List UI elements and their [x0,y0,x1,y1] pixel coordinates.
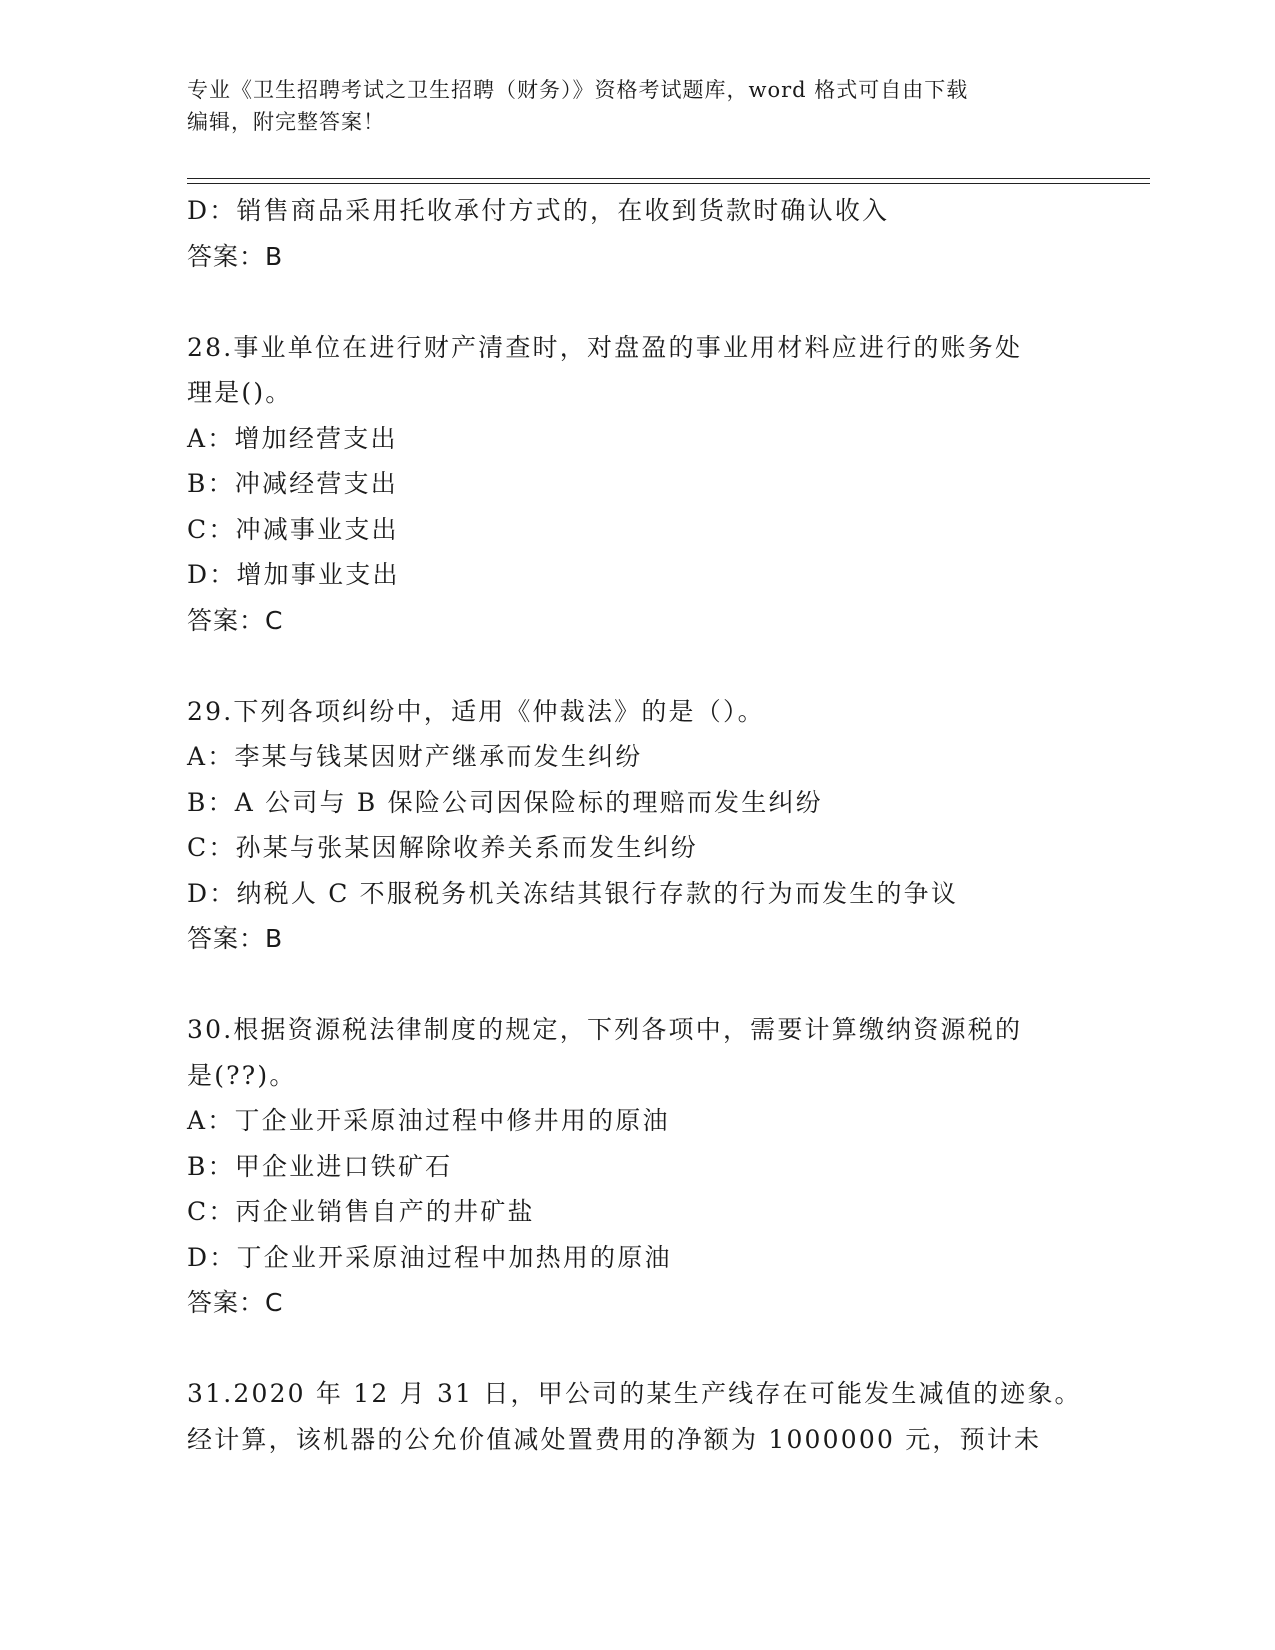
option-a: A：增加经营支出 [187,423,398,453]
question-stem-continued: 经计算，该机器的公允价值减处置费用的净额为 1000000 元，预计未 [187,1424,1042,1454]
option-c: C：丙企业销售自产的井矿盐 [187,1197,535,1226]
answer: 答案：C [187,1288,284,1317]
page-header [187,74,1077,138]
spacer [187,279,1087,325]
spacer [187,962,1087,1008]
option-a: A：李某与钱某因财产继承而发生纠纷 [187,742,643,771]
answer: 答案：C [187,605,284,635]
option-b: B：冲减经营支出 [187,469,398,498]
answer: 答案：B [187,241,284,271]
option-a: A：丁企业开采原油过程中修井用的原油 [187,1106,670,1135]
question-27-tail [187,188,1087,279]
header-line-1: 专业《卫生招聘考试之卫生招聘（财务）》资格考试题库，word 格式可自由下载 [187,78,969,102]
spacer [187,643,1087,689]
question-31 [187,1371,1087,1462]
option-d: D：丁企业开采原油过程中加热用的原油 [187,1242,672,1272]
question-stem: 31.2020 年 12 月 31 日，甲公司的某生产线存在可能发生减值的迹象。 [187,1379,1082,1408]
option-d: D：增加事业支出 [187,560,400,589]
question-stem-continued: 是(??)。 [187,1060,297,1090]
answer: 答案：B [187,924,284,953]
header-line-2: 编辑，附完整答案！ [187,110,385,134]
question-stem: 30.根据资源税法律制度的规定，下列各项中，需要计算缴纳资源税的 [187,1015,1023,1044]
header-rule-top [187,178,1150,179]
option-c: C：孙某与张某因解除收养关系而发生纠纷 [187,833,698,862]
header-rule-bottom [187,183,1150,184]
option-b: B：甲企业进口铁矿石 [187,1151,453,1181]
option-b: B：A 公司与 B 保险公司因保险标的理赔而发生纠纷 [187,787,823,817]
question-stem: 28.事业单位在进行财产清查时，对盘盈的事业用材料应进行的账务处 [187,332,1023,362]
question-29 [187,689,1087,962]
question-list [187,188,1087,1462]
question-28 [187,325,1087,644]
option-d: D：销售商品采用托收承付方式的，在收到货款时确认收入 [187,196,890,225]
question-stem: 29.下列各项纠纷中，适用《仲裁法》的是（）。 [187,696,765,726]
question-30 [187,1007,1087,1326]
option-d: D：纳税人 C 不服税务机关冻结其银行存款的行为而发生的争议 [187,878,959,908]
option-c: C：冲减事业支出 [187,514,399,544]
spacer [187,1326,1087,1372]
question-stem-continued: 理是()。 [187,378,293,407]
